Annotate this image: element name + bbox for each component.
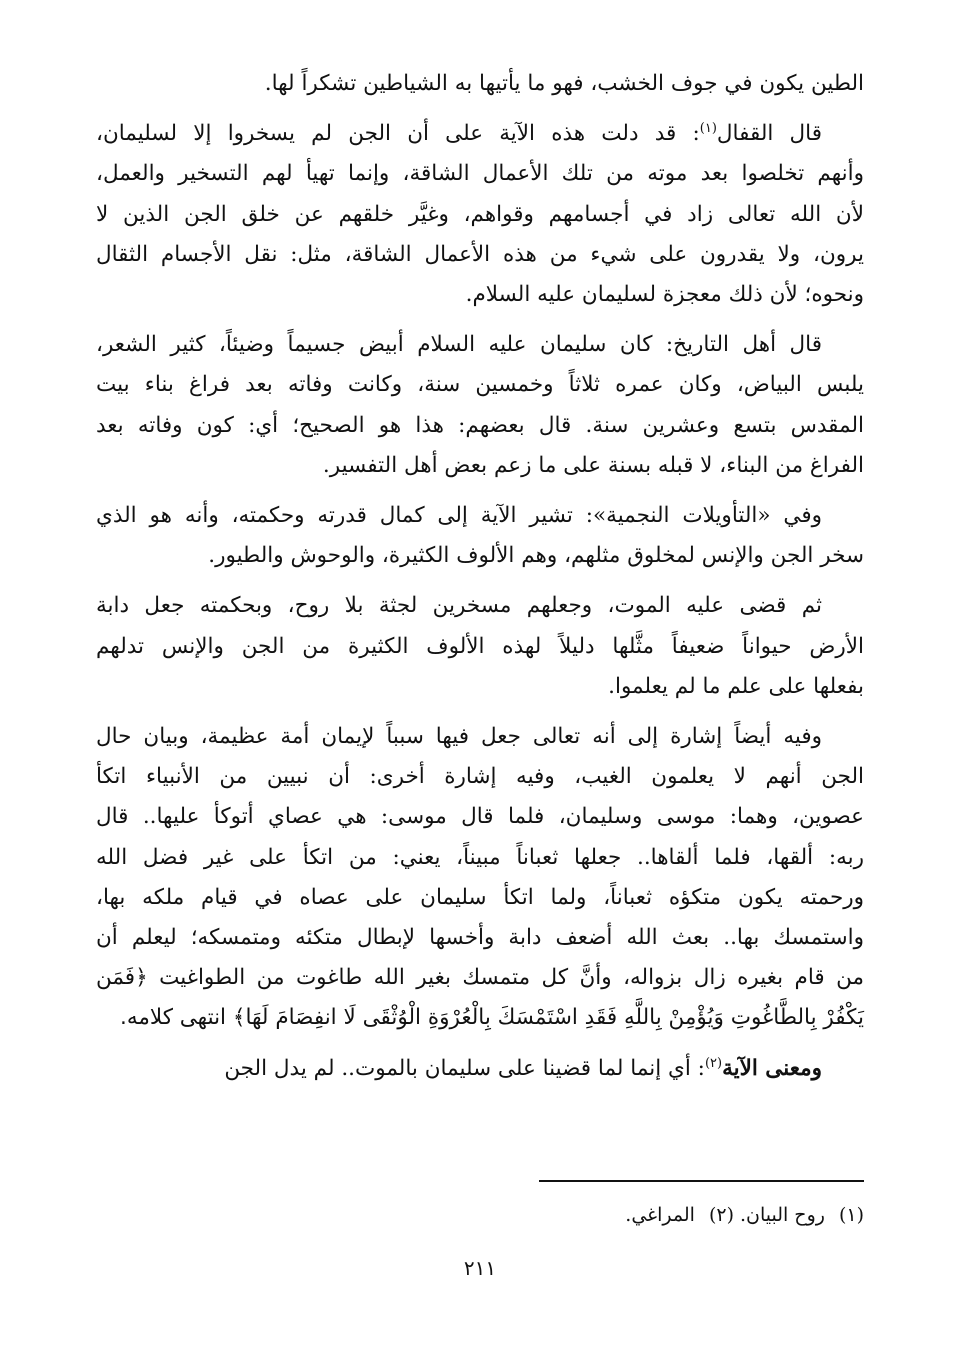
footnote-number: (١) bbox=[838, 1204, 864, 1226]
footnote-number: (٢) bbox=[708, 1204, 734, 1226]
text-line: ربه: ألقها، فلما ألقاها.. جعلها ثعباناً مبيناً، يعني: من اتكأ على غير فضل الله bbox=[96, 844, 864, 870]
text-line: ورحمته يكون متكؤه ثعباناً، ولما اتكأ سليمان على عصاه في قيام ملكه بها، bbox=[96, 884, 864, 910]
text-line: ثم قضى عليه الموت، وجعلهم مسخرين لجثة بلا روح، وبحكمته جعل دابة bbox=[96, 593, 822, 619]
paragraph-1 bbox=[96, 64, 864, 104]
text-segment: قال القفال bbox=[716, 121, 822, 147]
text-line: الجن أنهم لا يعلمون الغيب، وفيه إشارة أخرى: أن نبيين من الأنبياء اتكأ bbox=[96, 764, 864, 790]
text-segment: : قد دلت هذه الآية على أن الجن لم يسخروا إلا لسليمان، bbox=[96, 121, 700, 147]
text-line bbox=[96, 114, 864, 154]
text-line: وأنهم تخلصوا بعد موته من تلك الأعمال الشاقة، وإنما تهيأ لهم التسخير والعمل، bbox=[96, 161, 864, 187]
text-line: المقدس بتسع وعشرين سنة. قال بعضهم: هذا هو الصحيح؛ أي: كون وفاته بعد bbox=[96, 412, 864, 438]
book-page bbox=[96, 64, 864, 1334]
bold-lead: ومعنى الآية bbox=[722, 1055, 822, 1081]
footnote-ref-2[interactable]: (٢) bbox=[704, 1055, 723, 1071]
page-number: ٢١١ bbox=[463, 1256, 497, 1280]
footnote-ref-1[interactable]: (١) bbox=[699, 121, 717, 137]
text-line: وفيه أيضاً إشارة إلى أنه تعالى جعل فيها سبباً لإيمان أمة عظيمة، وبيان حال bbox=[96, 724, 822, 750]
text-line: عصوين، وهما: موسى وسليمان، فلما قال موسى: هي عصاي أتوكأ عليها.. قال bbox=[96, 804, 864, 830]
paragraph-7 bbox=[96, 1049, 864, 1089]
text-line: سخر الجن والإنس لمخلوق مثلهم، وهم الألوف الكثيرة، والوحوش والطيور. bbox=[208, 543, 864, 569]
text-line: ونحوه؛ لأن ذلك معجزة لسليمان عليه السلام. bbox=[465, 282, 864, 308]
quran-verse-line: يَكْفُرْ بِالطَّاغُوتِ وَيُؤْمِنْ بِاللَّهِ فَقَدِ اسْتَمْسَكَ بِالْعُرْوَةِ الْوُثْقَى لَا انفِصَامَ لَهَا﴾ انتهى كلامه. bbox=[119, 1005, 864, 1031]
text-line: بفعلها على علم ما لم يعلموا. bbox=[608, 673, 864, 699]
footnote-divider bbox=[539, 1180, 864, 1182]
text-line: الأرض حيواناً ضعيفاً مثَّلها دليلاً لهذه الألوف الكثيرة من الجن والإنس تدلهم bbox=[96, 633, 864, 659]
text-line: واستمسك بها.. بعث الله أضعف دابة وأخسها لإبطال متكئه ومتمسكه؛ ليعلم أن bbox=[96, 925, 864, 951]
paragraph-6 bbox=[96, 717, 864, 1039]
paragraph-2 bbox=[96, 114, 864, 315]
paragraph-4 bbox=[96, 496, 864, 576]
text-line: يرون، ولا يقدرون على شيء من هذه الأعمال الشاقة، مثل: نقل الأجسام الثقال bbox=[96, 241, 864, 267]
text-line: الفراغ من البناء، لا قبله بسنة على ما زعم بعض أهل التفسير. bbox=[322, 452, 864, 478]
text-line: لأن الله تعالى زاد في أجسامهم وقواهم، وغيَّر خلقهم عن خلق الجن الذين لا bbox=[96, 201, 864, 227]
footnotes bbox=[96, 1200, 864, 1230]
paragraph-5 bbox=[96, 586, 864, 707]
text-line: وفي «التأويلات النجمية»: تشير الآية إلى كمال قدرته وحكمته، وأنه هو الذي bbox=[96, 503, 822, 529]
text-line bbox=[96, 1049, 864, 1089]
footnote-text: المراغي. bbox=[625, 1204, 695, 1226]
paragraph-3 bbox=[96, 325, 864, 486]
footnote-1 bbox=[734, 1200, 864, 1230]
footnote-2 bbox=[534, 1200, 734, 1230]
text-line: قال أهل التاريخ: كان سليمان عليه السلام أبيض جسيماً وضيئاً، كثير الشعر، bbox=[96, 332, 822, 358]
footnote-text: روح البيان. bbox=[739, 1204, 825, 1226]
text-line: الطين يكون في جوف الخشب، فهو ما يأتيها به الشياطين تشكراً لها. bbox=[264, 71, 864, 96]
text-line: من قام بغيره زال بزواله، وأنَّ كل متمسك بغير الله طاغوت من الطواغيت ﴿فَمَن bbox=[96, 965, 864, 991]
text-segment: : أي إنما لما قضينا على سليمان بالموت.. لم يدل الجن bbox=[224, 1055, 705, 1081]
text-line: يلبس البياض، وكان عمره ثلاثاً وخمسين سنة، وكانت وفاته بعد فراغ بناء بيت bbox=[96, 372, 864, 398]
